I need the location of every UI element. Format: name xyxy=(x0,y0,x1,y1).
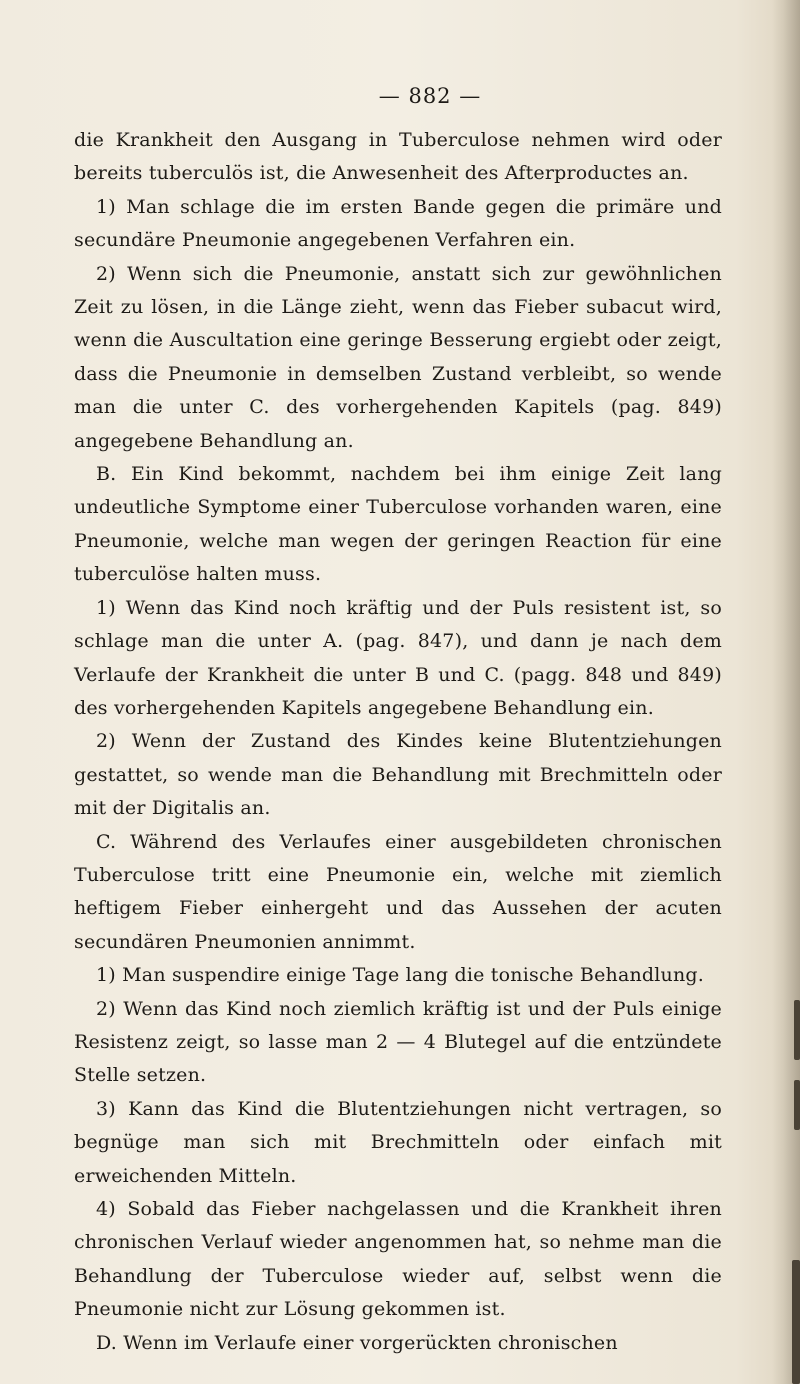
paragraph: 2) Wenn das Kind noch ziemlich kräftig ist und der Puls einige Resistenz zeigt, so lasse man 2 — 4 Blutegel auf die entzündete Stelle setzen. xyxy=(74,997,722,1087)
paragraph: die Krankheit den Ausgang in Tuberculose nehmen wird oder bereits tuberculös ist, die Anwesenheit des Afterproductes an. xyxy=(74,129,722,185)
paragraph: 1) Man suspendire einige Tage lang die tonische Behandlung. xyxy=(96,964,705,987)
paragraph: 4) Sobald das Fieber nachgelassen und die Krankheit ihren chronischen Verlauf wieder angenommen hat, so nehme man die Behandlung der Tuberculose wieder auf, selbst wenn die Pneumonie nicht zur Lösung gekommen ist. xyxy=(74,1198,722,1321)
paragraph: 1) Wenn das Kind noch kräftig und der Puls resistent ist, so schlage man die unter A. (pag. 847), und dann je nach dem Verlaufe der Krankheit die unter B und C. (pagg. 848 und 849) des vorhergehenden Kapitels angegebene Behandlung ein. xyxy=(74,596,722,719)
body-text xyxy=(74,124,722,1360)
page-number: — 882 — xyxy=(378,84,482,108)
paragraph: B. Ein Kind bekommt, nachdem bei ihm einige Zeit lang undeutliche Symptome einer Tuberculose vorhanden waren, eine Pneumonie, welche man wegen der geringen Reaction für eine tuberculöse halten muss. xyxy=(74,463,722,586)
paragraph: 2) Wenn sich die Pneumonie, anstatt sich zur gewöhnlichen Zeit zu lösen, in die Länge zieht, wenn das Fieber subacut wird, wenn die Auscultation eine geringe Besserung ergiebt oder zeigt, dass die Pneumonie in demselben Zustand verbleibt, so wende man die unter C. des vorhergehenden Kapitels (pag. 849) angegebene Behandlung an. xyxy=(74,262,722,452)
paragraph: C. Während des Verlaufes einer ausgebildeten chronischen Tuberculose tritt eine Pneumonie ein, welche mit ziemlich heftigem Fieber einhergeht und das Aussehen der acuten secundären Pneumonien annimmt. xyxy=(74,830,722,953)
binding-mark xyxy=(792,1260,800,1384)
page-edge-shadow xyxy=(772,0,800,1384)
paragraph: 1) Man schlage die im ersten Bande gegen die primäre und secundäre Pneumonie angegebenen Verfahren ein. xyxy=(74,195,722,252)
paragraph: 2) Wenn der Zustand des Kindes keine Blutentziehungen gestattet, so wende man die Behandlung mit Brechmitteln oder mit der Digitalis an. xyxy=(74,730,722,820)
binding-mark xyxy=(794,1000,800,1060)
paragraph: D. Wenn im Verlaufe einer vorgerückten chronischen xyxy=(96,1331,618,1354)
binding-mark xyxy=(794,1080,800,1130)
paragraph: 3) Kann das Kind die Blutentziehungen nicht vertragen, so begnüge man sich mit Brechmitteln oder einfach mit erweichenden Mitteln. xyxy=(74,1097,722,1187)
